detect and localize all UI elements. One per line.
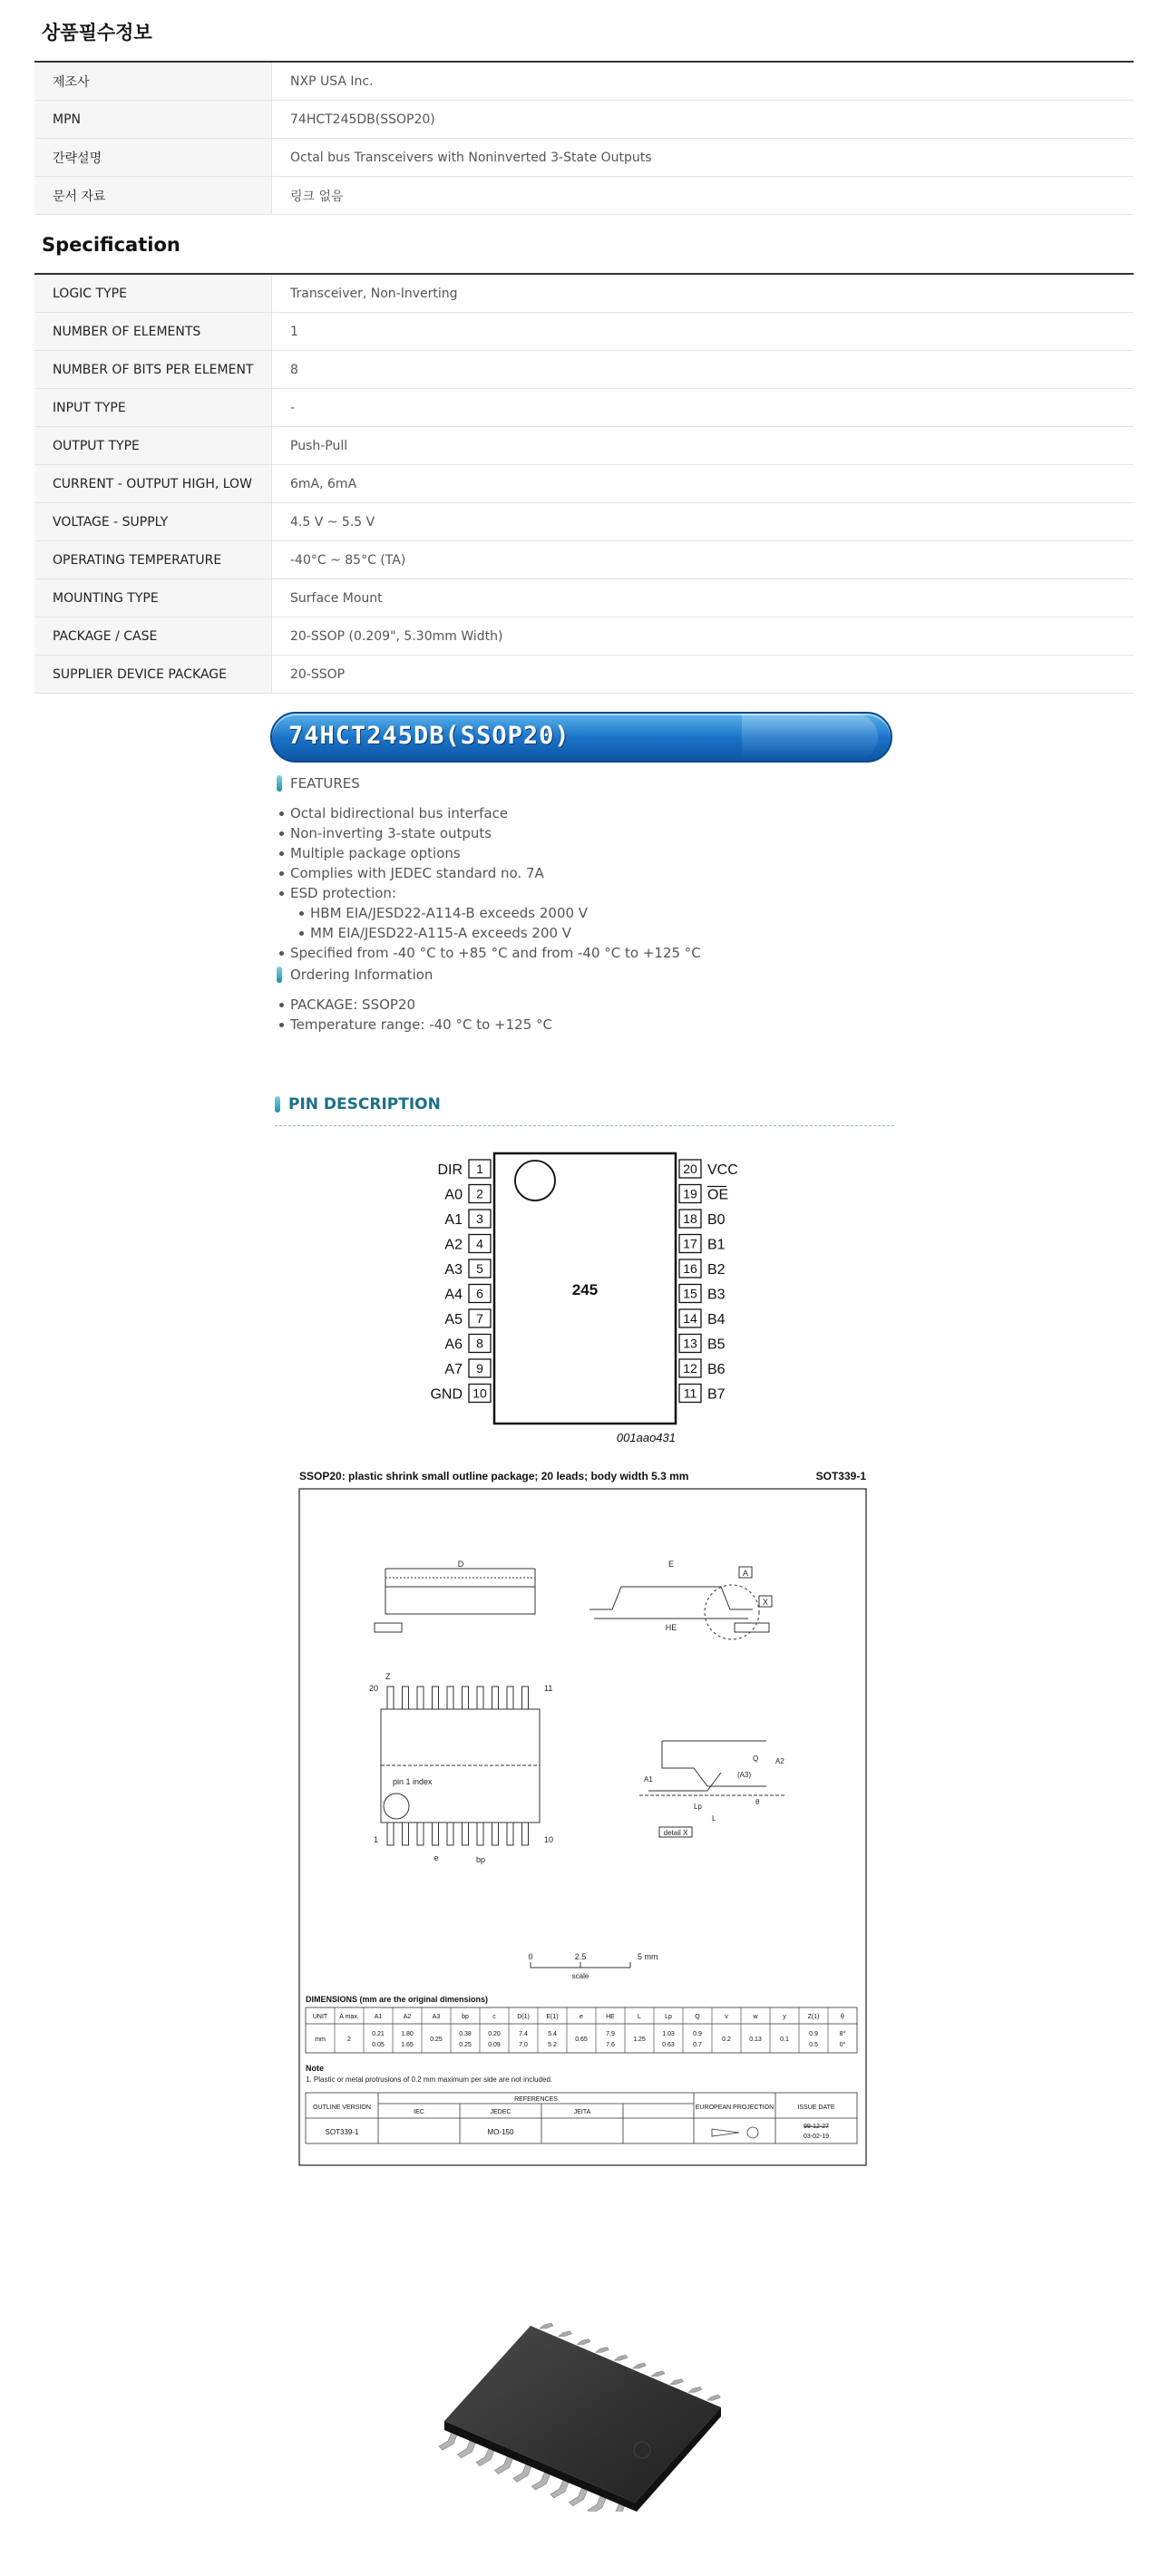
spec-row	[34, 275, 1134, 313]
chip-lead	[596, 2347, 609, 2352]
dim-value-min: 7.6	[606, 2042, 615, 2048]
pin-name: DIR	[437, 1162, 463, 1178]
essential-row	[34, 177, 1134, 215]
essential-value: Octal bus Transceivers with Noninverted 3-State Outputs	[290, 150, 652, 165]
pin-number: 15	[683, 1286, 697, 1301]
pin-number: 8	[476, 1336, 483, 1351]
dim-header-cell: Z(1)	[807, 2014, 820, 2020]
list-item: MM EIA/JESD22-A115-A exceeds 200 V	[290, 923, 701, 943]
lead	[447, 1687, 453, 1709]
lead	[403, 1687, 409, 1709]
chip-body-top	[444, 2326, 721, 2503]
dimensions-title: DIMENSIONS (mm are the original dimensions)	[306, 1995, 489, 2004]
issue-date-header: ISSUE DATE	[797, 2105, 835, 2111]
lead	[492, 1823, 499, 1845]
pin-number: 3	[476, 1211, 483, 1226]
dim-D-label-top: D	[457, 1560, 464, 1569]
references-header: REFERENCES	[514, 2096, 558, 2103]
essential-key: 제조사	[34, 63, 272, 100]
spec-key: CURRENT - OUTPUT HIGH, LOW	[34, 465, 272, 502]
pin-number: 5	[476, 1261, 483, 1276]
dim-header-cell: A2	[403, 2014, 412, 2020]
spec-row	[34, 389, 1134, 427]
spec-value: Transceiver, Non-Inverting	[290, 286, 458, 301]
figure-id: 001aao431	[616, 1431, 676, 1444]
note-title: Note	[306, 2064, 324, 2073]
pin-number: 2	[476, 1186, 483, 1201]
chip-lead	[688, 2386, 702, 2392]
essential-value: NXP USA Inc.	[290, 73, 374, 89]
lead	[492, 1687, 499, 1709]
dim-value-max: 8°	[839, 2031, 846, 2037]
spec-key: VOLTAGE - SUPPLY	[34, 503, 272, 540]
chip-lead	[559, 2331, 572, 2337]
pin-number: 6	[476, 1286, 483, 1301]
dim-value: 0.13	[749, 2036, 762, 2043]
pin-number: 1	[476, 1162, 483, 1176]
spec-row	[34, 465, 1134, 503]
spec-value: -	[290, 400, 296, 415]
spec-key: LOGIC TYPE	[34, 275, 272, 312]
pin-name: A5	[444, 1312, 463, 1327]
dim-A1-label: A1	[644, 1775, 653, 1784]
spec-row	[34, 351, 1134, 389]
dim-value: 0.1	[780, 2036, 789, 2043]
scale-word: scale	[571, 1972, 589, 1980]
european-projection-header: EUROPEAN PROJECTION	[695, 2105, 774, 2111]
pin-name: A1	[444, 1212, 463, 1228]
dim-value-max: 0.20	[488, 2031, 501, 2037]
pin-number: 16	[683, 1261, 697, 1276]
dim-header-cell: e	[580, 2014, 583, 2020]
list-item: Specified from -40 °C to +85 °C and from -40 °C to +125 °C	[290, 945, 701, 961]
dim-value-min: 0°	[839, 2042, 846, 2048]
section-bar-icon	[277, 967, 282, 983]
dim-value-max: 7.9	[606, 2031, 615, 2037]
dim-value-min: 0.5	[809, 2042, 818, 2048]
dim-header-cell: A1	[374, 2014, 383, 2020]
dim-value: mm	[315, 2036, 326, 2043]
dim-value: 0.65	[575, 2036, 588, 2043]
dimensions-table	[306, 2007, 857, 2053]
chip-lead	[633, 2363, 647, 2368]
dim-header-cell: HE	[606, 2014, 615, 2020]
pin-name: B1	[707, 1237, 726, 1253]
dim-header-cell: c	[492, 2014, 496, 2020]
lead	[463, 1687, 469, 1709]
side-view-left	[375, 1569, 535, 1632]
specification-title: Specification	[42, 234, 180, 256]
banner-title: 74HCT245DB(SSOP20)	[288, 722, 570, 750]
pin-name: A7	[444, 1362, 463, 1377]
dim-value: 0.25	[430, 2036, 443, 2043]
spec-value: 1	[290, 324, 298, 339]
lead	[522, 1823, 529, 1845]
lead	[463, 1823, 469, 1845]
pin-number: 13	[683, 1336, 697, 1351]
drawing-frame	[299, 1489, 866, 2165]
lead	[507, 1687, 513, 1709]
pin1-marker	[515, 1161, 555, 1201]
essential-info-table	[34, 61, 1134, 215]
ordering-list	[290, 995, 552, 1035]
pin-name: A6	[444, 1337, 463, 1353]
dim-value-min: 5.2	[548, 2042, 557, 2048]
pin-number: 12	[683, 1361, 697, 1375]
essential-row	[34, 139, 1134, 177]
dim-header-cell: Q	[695, 2014, 700, 2020]
list-item: Temperature range: -40 °C to +125 °C	[290, 1016, 552, 1033]
dim-A-label-top: A	[742, 1569, 749, 1578]
lead-11-label: 11	[544, 1684, 553, 1693]
note-text: 1. Plastic or metal protrusions of 0.2 mm maximum per side are not included.	[306, 2075, 553, 2084]
dim-header-cell: v	[725, 2014, 728, 2020]
spec-row	[34, 503, 1134, 541]
package-outline-drawing	[295, 1469, 875, 2176]
section-bar-icon	[275, 1096, 280, 1113]
lead	[433, 1687, 439, 1709]
pin-number: 9	[476, 1361, 483, 1375]
lead	[447, 1823, 453, 1845]
spec-key: SUPPLIER DEVICE PACKAGE	[34, 656, 272, 693]
banner-gloss	[742, 714, 878, 761]
pin-number: 19	[683, 1186, 697, 1201]
dim-value-max: 5.4	[548, 2031, 557, 2037]
lead	[477, 1823, 483, 1845]
pin-number: 4	[476, 1236, 483, 1251]
dim-header-cell: w	[753, 2014, 758, 2020]
list-item: HBM EIA/JESD22-A114-B exceeds 2000 V	[290, 903, 701, 923]
pin-name: A2	[444, 1237, 463, 1253]
dotted-divider	[275, 1125, 894, 1126]
dim-value-max: 1.80	[401, 2031, 414, 2037]
dim-X-label: X	[762, 1598, 769, 1607]
outline-version-value: SOT339-1	[325, 2128, 359, 2136]
lead	[403, 1823, 409, 1845]
pin-description-heading	[275, 1095, 441, 1113]
chip-lead	[670, 2379, 684, 2385]
essential-row	[34, 63, 1134, 101]
essential-info-title: 상품필수정보	[42, 22, 152, 44]
left-pins	[430, 1160, 491, 1403]
dim-A2-label: A2	[775, 1757, 784, 1765]
spec-value: Surface Mount	[290, 590, 383, 606]
product-banner	[270, 712, 892, 763]
pin-name: B3	[707, 1287, 726, 1303]
features-heading-text: FEATURES	[290, 775, 360, 792]
chip-pin1-dot	[634, 2442, 650, 2458]
top-view	[381, 1687, 540, 1845]
pin1-index-label: pin 1 index	[393, 1777, 433, 1786]
jeita-header: JEITA	[573, 2109, 591, 2115]
dim-Z-label: Z	[385, 1672, 391, 1681]
chip-lead	[614, 2355, 628, 2360]
spec-key: INPUT TYPE	[34, 389, 272, 426]
lead	[477, 1687, 483, 1709]
spec-row	[34, 313, 1134, 351]
package-drawing-title: SSOP20: plastic shrink small outline package; 20 leads; body width 5.3 mm	[299, 1470, 689, 1482]
pin-number: 7	[476, 1311, 483, 1326]
spec-value: Push-Pull	[290, 438, 348, 453]
list-item: PACKAGE: SSOP20	[290, 995, 552, 1015]
lead	[387, 1687, 394, 1709]
lead	[387, 1823, 394, 1845]
scale-label-25: 2.5	[574, 1952, 587, 1961]
essential-key: 문서 자료	[34, 177, 272, 214]
dim-value: 1.25	[633, 2036, 646, 2043]
dim-HE-label: HE	[665, 1623, 677, 1632]
pin-name: GND	[430, 1386, 463, 1403]
lead	[433, 1823, 439, 1845]
pin-name: A3	[444, 1262, 463, 1278]
essential-key: MPN	[34, 101, 272, 138]
dim-theta-label: θ	[755, 1798, 760, 1806]
dim-value: 2	[347, 2036, 351, 2043]
dim-value-min: 1.65	[401, 2042, 414, 2048]
dim-header-cell: UNIT	[312, 2014, 328, 2020]
chip-lead	[577, 2339, 590, 2345]
pinout-diagram	[417, 1144, 780, 1444]
list-item: ESD protection:	[290, 883, 701, 903]
essential-row	[34, 101, 1134, 139]
list-item: Complies with JEDEC standard no. 7A	[290, 863, 701, 883]
features-heading	[277, 775, 360, 792]
pin-number: 18	[683, 1211, 697, 1226]
pin-name: B7	[707, 1386, 726, 1403]
dim-value-max: 0.21	[372, 2031, 385, 2037]
spec-key: OUTPUT TYPE	[34, 427, 272, 464]
specification-table	[34, 273, 1134, 694]
spec-row	[34, 617, 1134, 656]
outline-version-header: OUTLINE VERSION	[313, 2105, 371, 2111]
lead	[507, 1823, 513, 1845]
pin-name: B5	[707, 1337, 726, 1353]
scale-bar	[531, 1962, 630, 1968]
chip-lead	[540, 2323, 553, 2328]
essential-value: 링크 없음	[290, 189, 344, 204]
spec-key: MOUNTING TYPE	[34, 579, 272, 617]
features-list	[290, 803, 701, 963]
dim-header-cell: L	[638, 2014, 641, 2020]
lead	[522, 1687, 529, 1709]
pin-number: 10	[472, 1385, 487, 1401]
iec-header: IEC	[414, 2109, 424, 2115]
pin-number: 20	[683, 1162, 697, 1176]
dim-value-min: 7.0	[519, 2042, 528, 2048]
dim-header-cell: D(1)	[517, 2014, 530, 2020]
dim-header-cell: y	[783, 2014, 786, 2020]
pin-description-heading-text: PIN DESCRIPTION	[288, 1095, 441, 1113]
dim-bp-label: bp	[475, 1855, 486, 1864]
spec-row	[34, 579, 1134, 617]
spec-value: 20-SSOP	[290, 666, 346, 682]
pin-name: A0	[444, 1187, 463, 1203]
dim-e-label: e	[434, 1853, 439, 1862]
dim-value-min: 0.63	[662, 2042, 675, 2048]
pin-name: B0	[707, 1212, 726, 1228]
chip-lead	[707, 2395, 721, 2400]
dim-value-max: 1.03	[662, 2031, 675, 2037]
issue-date-old: 99-12-27	[803, 2124, 830, 2130]
spec-key: NUMBER OF BITS PER ELEMENT	[34, 351, 272, 388]
spec-key: OPERATING TEMPERATURE	[34, 541, 272, 578]
package-code: SOT339-1	[815, 1470, 866, 1482]
dim-Lp-label: Lp	[694, 1803, 702, 1811]
spec-row	[34, 541, 1134, 579]
spec-value: 20-SSOP (0.209", 5.30mm Width)	[290, 628, 503, 644]
pin-number: 17	[683, 1236, 697, 1251]
pin-name: A4	[444, 1287, 463, 1303]
dim-header-cell: A max.	[339, 2014, 359, 2020]
jedec-header: JEDEC	[490, 2109, 511, 2115]
list-item: Multiple package options	[290, 843, 701, 863]
list-item: Non-inverting 3-state outputs	[290, 823, 701, 843]
list-item: Octal bidirectional bus interface	[290, 803, 701, 823]
spec-value: -40°C ~ 85°C (TA)	[290, 552, 406, 568]
dim-value: 0.2	[722, 2036, 731, 2043]
jedec-value: MO-150	[487, 2128, 514, 2136]
pin-name: B6	[707, 1362, 726, 1377]
issue-date-new: 03-02-19	[803, 2134, 830, 2140]
dim-value-min: 0.7	[693, 2042, 702, 2048]
chip-photo	[426, 2321, 735, 2512]
lead-10-label: 10	[544, 1835, 554, 1844]
dim-header-cell: bp	[462, 2014, 469, 2020]
right-pins	[679, 1160, 738, 1403]
spec-value: 4.5 V ~ 5.5 V	[290, 514, 375, 530]
pin-number: 11	[683, 1385, 697, 1401]
essential-key: 간략설명	[34, 139, 272, 176]
side-view-right	[589, 1567, 772, 1639]
essential-value: 74HCT245DB(SSOP20)	[290, 112, 435, 127]
outline-table	[306, 2093, 857, 2143]
spec-row	[34, 427, 1134, 465]
dim-L-label: L	[712, 1814, 716, 1823]
detail-x-view	[639, 1741, 784, 1837]
dim-E-label: E	[667, 1560, 675, 1569]
spec-value: 6mA, 6mA	[290, 476, 357, 491]
pin-name: OE	[707, 1187, 729, 1203]
section-bar-icon	[277, 775, 282, 792]
dim-value-max: 0.9	[693, 2031, 702, 2037]
spec-key: NUMBER OF ELEMENTS	[34, 313, 272, 350]
dim-header-cell: Lp	[665, 2014, 672, 2020]
pin-number: 14	[683, 1311, 697, 1326]
ordering-heading	[277, 967, 433, 983]
spec-row	[34, 656, 1134, 694]
dim-value-max: 7.4	[519, 2031, 528, 2037]
dim-header-cell: E(1)	[546, 2014, 559, 2020]
pin-name: VCC	[707, 1162, 738, 1178]
detail-x-label: detail X	[663, 1829, 688, 1837]
dim-value-max: 0.9	[809, 2031, 818, 2037]
spec-value: 8	[290, 362, 298, 377]
chip-lead	[651, 2371, 665, 2377]
chip-label: 245	[571, 1281, 599, 1298]
dim-Q-label: Q	[753, 1755, 759, 1763]
lead	[417, 1687, 424, 1709]
scale-label-0: 0	[528, 1952, 533, 1961]
pin-name: B4	[707, 1312, 726, 1327]
scale-label-5: 5 mm	[638, 1952, 658, 1961]
dim-header-cell: θ	[841, 2014, 844, 2020]
lead-1-label: 1	[373, 1835, 378, 1844]
spec-key: PACKAGE / CASE	[34, 617, 272, 655]
dim-header-cell: A3	[432, 2014, 441, 2020]
pin-name: B2	[707, 1262, 726, 1278]
lead	[417, 1823, 424, 1845]
dim-value-max: 0.38	[459, 2031, 472, 2037]
dim-value-min: 0.09	[488, 2042, 501, 2048]
ordering-heading-text: Ordering Information	[290, 967, 434, 983]
dim-A3-label: (A3)	[737, 1771, 752, 1779]
lead-20-label: 20	[368, 1684, 378, 1693]
dim-value-min: 0.25	[459, 2042, 472, 2048]
dim-value-min: 0.05	[372, 2042, 385, 2048]
